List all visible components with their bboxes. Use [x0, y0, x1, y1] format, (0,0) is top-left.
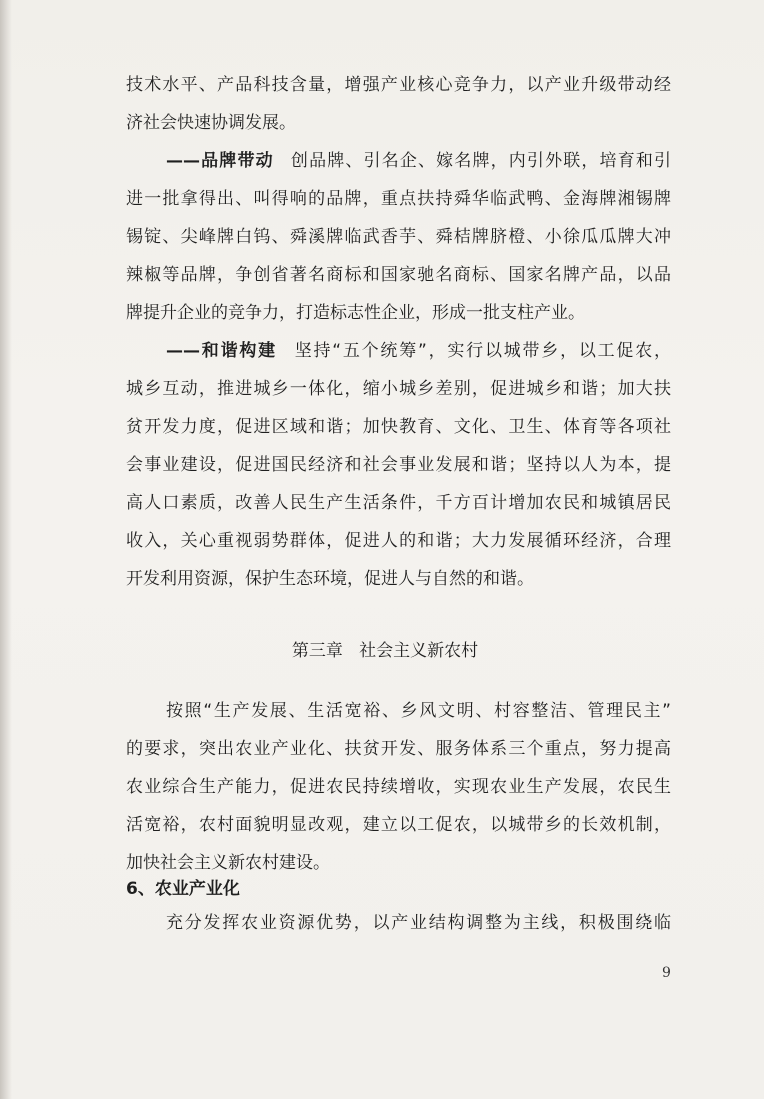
- paragraph-line: 进一批拿得出、叫得响的品牌，重点扶持舜华临武鸭、金海牌湘锡牌: [126, 189, 671, 209]
- paragraph-line: 充分发挥农业资源优势，以产业结构调整为主线，积极围绕临: [166, 913, 671, 933]
- section-title: 6、农业产业化: [126, 879, 240, 899]
- paragraph-line: 城乡互动，推进城乡一体化，缩小城乡差别，促进城乡和谐；加大扶: [126, 379, 671, 399]
- paragraph-line: 收入，关心重视弱势群体，促进人的和谐；大力发展循环经济，合理: [126, 531, 671, 551]
- paragraph-line: 加快社会主义新农村建设。: [126, 853, 330, 873]
- paragraph-line: 贫开发力度，促进区域和谐；加快教育、文化、卫生、体育等各项社: [126, 417, 671, 437]
- page-number: 9: [662, 965, 671, 981]
- paragraph-line: 技术水平、产品科技含量，增强产业核心竞争力，以产业升级带动经: [126, 75, 671, 95]
- harmony-lead: ——和谐构建: [166, 341, 277, 361]
- brand-lead: ——品牌带动: [166, 151, 274, 171]
- paragraph-text: 创品牌、引名企、嫁名牌，内引外联，培育和引: [289, 151, 672, 171]
- paragraph-line: 的要求，突出农业产业化、扶贫开发、服务体系三个重点，努力提高: [126, 739, 671, 759]
- paragraph-line: 辣椒等品牌，争创省著名商标和国家驰名商标、国家名牌产品，以品: [126, 265, 671, 285]
- paragraph-line: 会事业建设，促进国民经济和社会事业发展和谐；坚持以人为本，提: [126, 455, 671, 475]
- paragraph-line: 济社会快速协调发展。: [126, 113, 296, 133]
- paragraph-line: 牌提升企业的竞争力，打造标志性企业，形成一批支柱产业。: [126, 303, 585, 323]
- paragraph-line: 开发利用资源，保护生态环境，促进人与自然的和谐。: [126, 569, 534, 589]
- paragraph-line: 按照“生产发展、生活宽裕、乡风文明、村容整洁、管理民主”: [166, 701, 671, 721]
- paragraph-line-brand: [166, 150, 671, 172]
- paragraph-line: 锡锭、尖峰牌白钨、舜溪牌临武香芋、舜桔牌脐橙、小徐瓜瓜牌大冲: [126, 227, 671, 247]
- paragraph-line: 高人口素质，改善人民生产生活条件，千方百计增加农民和城镇居民: [126, 493, 671, 513]
- paragraph-line: 活宽裕，农村面貌明显改观，建立以工促农，以城带乡的长效机制，: [126, 815, 671, 835]
- paragraph-line-harmony: [166, 340, 671, 362]
- paragraph-line: 农业综合生产能力，促进农民持续增收，实现农业生产发展，农民生: [126, 777, 671, 797]
- paragraph-text: 坚持“五个统筹”，实行以城带乡，以工促农，: [292, 341, 671, 361]
- chapter-heading: 第三章 社会主义新农村: [291, 641, 479, 661]
